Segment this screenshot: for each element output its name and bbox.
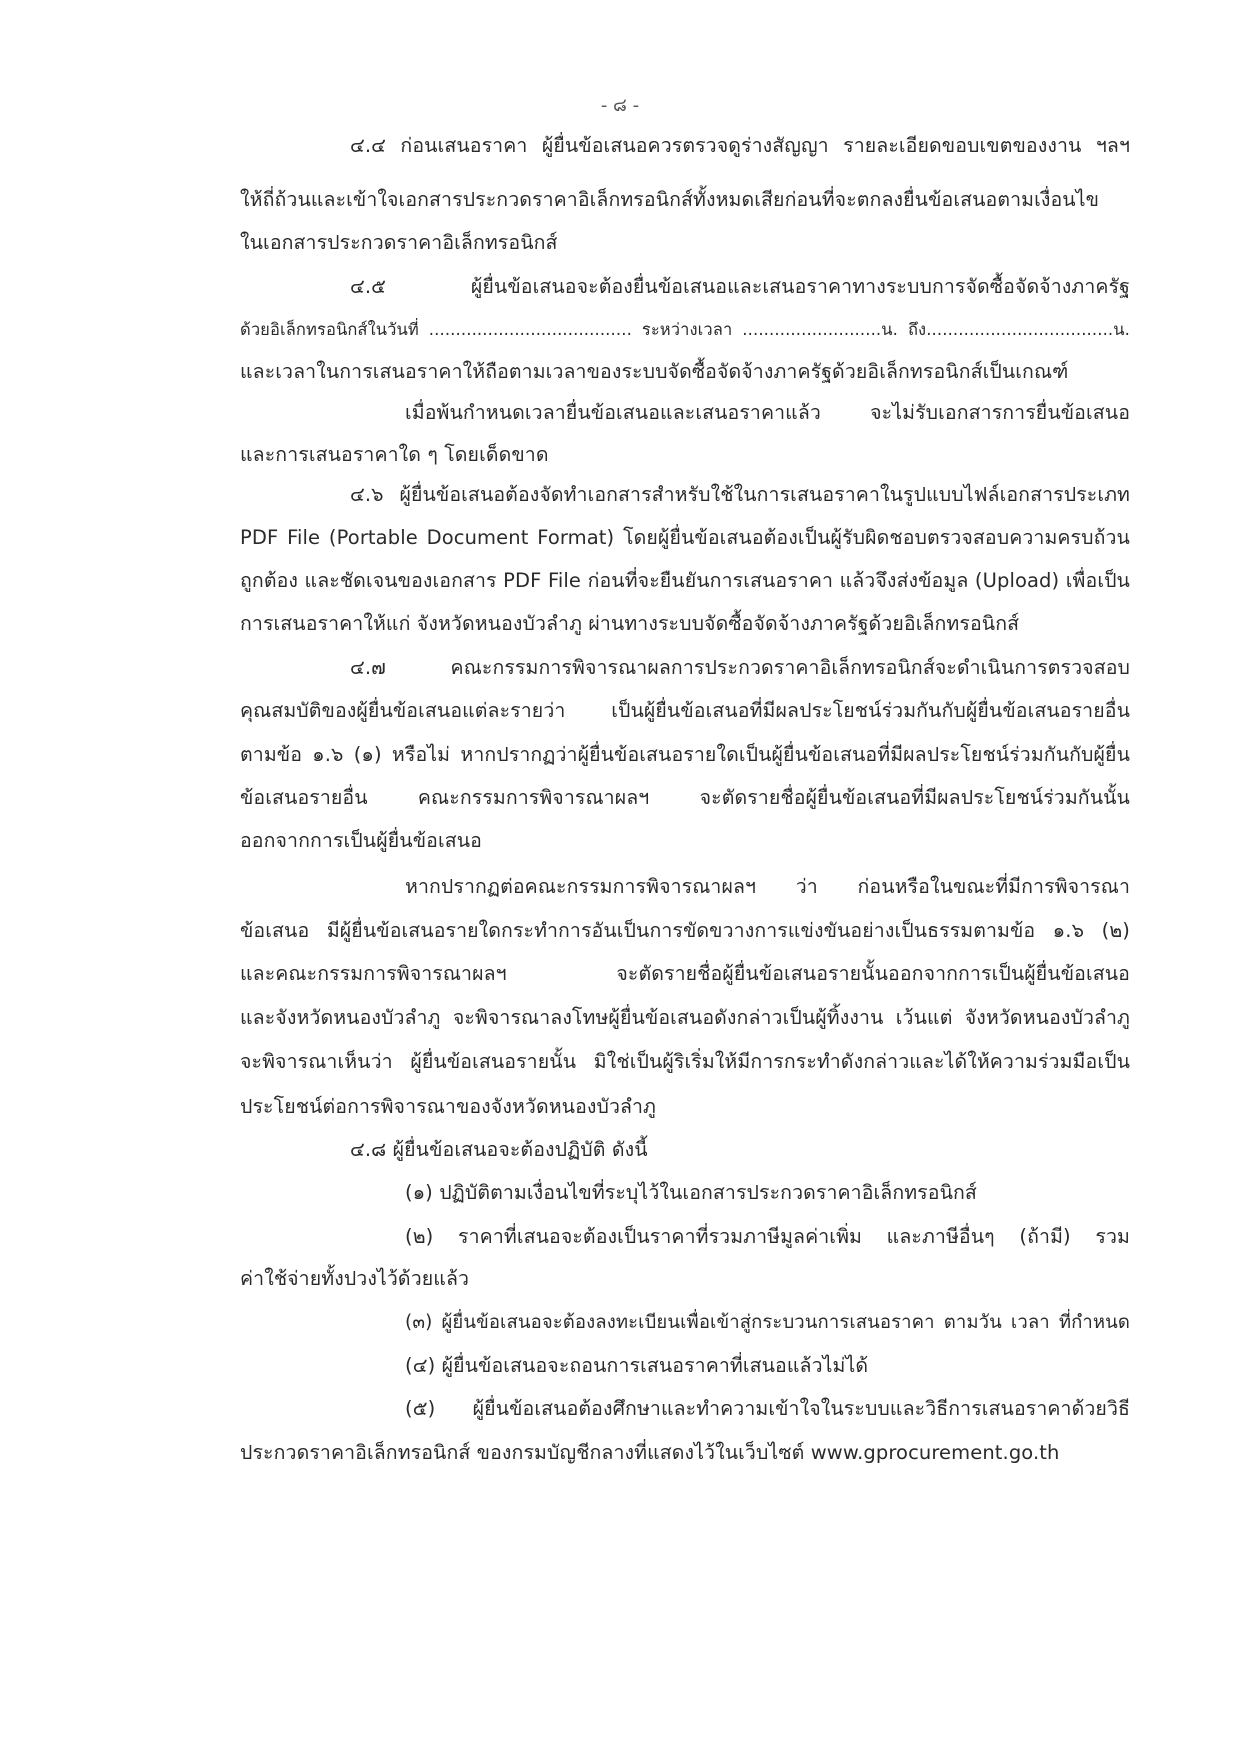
clause-4-6-line-1: ๔.๖ ผู้ยื่นข้อเสนอต้องจัดทำเอกสารสำหรับใช้ในการเสนอราคาในรูปแบบไฟล์เอกสารประเภท xyxy=(350,483,1130,506)
clause-4-6-line-2: PDF File (Portable Document Format) โดยผู้ยื่นข้อเสนอต้องเป็นผู้รับผิดชอบตรวจสอบความครบถ้วน xyxy=(240,526,1130,549)
page-number: - ๘ - xyxy=(600,95,640,116)
clause-4-5-date-line: ด้วยอิเล็กทรอนิกส์ในวันที่ ...................................... ระหว่างเวลา ..........................น. ถึง...................................น. xyxy=(240,320,1130,339)
para-line-6: ประโยชน์ต่อการพิจารณาของจังหวัดหนองบัวลำภู xyxy=(240,1095,657,1118)
clause-4-7-line-3: ตามข้อ ๑.๖ (๑) หรือไม่ หากปรากฏว่าผู้ยื่นข้อเสนอรายใดเป็นผู้ยื่นข้อเสนอที่มีผลประโยชน์ร่วมกันกับผู้ยื่น xyxy=(240,743,1130,766)
clause-4-8-item-2: (๒) ราคาที่เสนอจะต้องเป็นราคาที่รวมภาษีมูลค่าเพิ่ม และภาษีอื่นๆ (ถ้ามี) รวม xyxy=(405,1225,1130,1248)
clause-4-8-item-5: (๕) ผู้ยื่นข้อเสนอต้องศึกษาและทำความเข้าใจในระบบและวิธีการเสนอราคาด้วยวิธี xyxy=(405,1397,1130,1420)
para-line-5: จะพิจารณาเห็นว่า ผู้ยื่นข้อเสนอรายนั้น มิใช่เป็นผู้ริเริ่มให้มีการกระทำดังกล่าวและได้ให้ความร่วมมือเป็น xyxy=(240,1050,1130,1073)
clause-4-5-line-1: ๔.๕ ผู้ยื่นข้อเสนอจะต้องยื่นข้อเสนอและเสนอราคาทางระบบการจัดซื้อจัดจ้างภาครัฐ xyxy=(350,275,1130,298)
clause-4-7-line-1: ๔.๗ คณะกรรมการพิจารณาผลการประกวดราคาอิเล็กทรอนิกส์จะดำเนินการตรวจสอบ xyxy=(350,656,1130,679)
clause-4-8-item-5-cont: ประกวดราคาอิเล็กทรอนิกส์ ของกรมบัญชีกลางที่แสดงไว้ในเว็บไซต์ www.gprocurement.go.th xyxy=(240,1441,1060,1464)
para-line-4: และจังหวัดหนองบัวลำภู จะพิจารณาลงโทษผู้ยื่นข้อเสนอดังกล่าวเป็นผู้ทิ้งงาน เว้นแต่ จังหวัดหนองบัวลำภู xyxy=(240,1006,1130,1029)
clause-4-5-line-5: และการเสนอราคาใด ๆ โดยเด็ดขาด xyxy=(240,443,549,466)
clause-4-8-item-3: (๓) ผู้ยื่นข้อเสนอจะต้องลงทะเบียนเพื่อเข้าสู่กระบวนการเสนอราคา ตามวัน เวลา ที่กำหนด xyxy=(405,1312,1130,1333)
clause-4-6-line-4: การเสนอราคาให้แก่ จังหวัดหนองบัวลำภู ผ่านทางระบบจัดซื้อจัดจ้างภาครัฐด้วยอิเล็กทรอนิกส์ xyxy=(240,612,1020,635)
para-line-2: ข้อเสนอ มีผู้ยื่นข้อเสนอรายใดกระทำการอันเป็นการขัดขวางการแข่งขันอย่างเป็นธรรมตามข้อ ๑.๖ (๒) xyxy=(240,919,1130,942)
clause-4-7-line-5: ออกจากการเป็นผู้ยื่นข้อเสนอ xyxy=(240,829,482,852)
clause-4-4-line-3: ในเอกสารประกวดราคาอิเล็กทรอนิกส์ xyxy=(240,231,558,254)
para-line-1: หากปรากฏต่อคณะกรรมการพิจารณาผลฯ ว่า ก่อนหรือในขณะที่มีการพิจารณา xyxy=(405,875,1130,898)
clause-4-7-line-4: ข้อเสนอรายอื่น คณะกรรมการพิจารณาผลฯ จะตัดรายชื่อผู้ยื่นข้อเสนอที่มีผลประโยชน์ร่วมกันนั้น xyxy=(240,786,1130,809)
para-line-3: และคณะกรรมการพิจารณาผลฯ จะตัดรายชื่อผู้ยื่นข้อเสนอรายนั้นออกจากการเป็นผู้ยื่นข้อเสนอ xyxy=(240,962,1130,985)
clause-4-8-heading: ๔.๘ ผู้ยื่นข้อเสนอจะต้องปฏิบัติ ดังนี้ xyxy=(350,1138,648,1161)
clause-4-8-item-1: (๑) ปฏิบัติตามเงื่อนไขที่ระบุไว้ในเอกสารประกวดราคาอิเล็กทรอนิกส์ xyxy=(405,1181,977,1204)
clause-4-5-line-4: เมื่อพ้นกำหนดเวลายื่นข้อเสนอและเสนอราคาแล้ว จะไม่รับเอกสารการยื่นข้อเสนอ xyxy=(405,401,1130,424)
clause-4-5-line-3: และเวลาในการเสนอราคาให้ถือตามเวลาของระบบจัดซื้อจัดจ้างภาครัฐด้วยอิเล็กทรอนิกส์เป็นเกณฑ์ xyxy=(240,360,1069,383)
clause-4-7-line-2: คุณสมบัติของผู้ยื่นข้อเสนอแต่ละรายว่า เป็นผู้ยื่นข้อเสนอที่มีผลประโยชน์ร่วมกันกับผู้ยื่นข้อเสนอรายอื่น xyxy=(240,699,1130,722)
clause-4-4-line-2: ให้ถี่ถ้วนและเข้าใจเอกสารประกวดราคาอิเล็กทรอนิกส์ทั้งหมดเสียก่อนที่จะตกลงยื่นข้อเสนอตามเงื่อนไข xyxy=(240,188,1100,211)
clause-4-6-line-3: ถูกต้อง และชัดเจนของเอกสาร PDF File ก่อนที่จะยืนยันการเสนอราคา แล้วจึงส่งข้อมูล (Upload) เพื่อเป็น xyxy=(240,569,1130,592)
clause-4-8-item-4: (๔) ผู้ยื่นข้อเสนอจะถอนการเสนอราคาที่เสนอแล้วไม่ได้ xyxy=(405,1354,869,1377)
clause-4-8-item-2-cont: ค่าใช้จ่ายทั้งปวงไว้ด้วยแล้ว xyxy=(240,1267,470,1290)
clause-4-4-line-1: ๔.๔ ก่อนเสนอราคา ผู้ยื่นข้อเสนอควรตรวจดูร่างสัญญา รายละเอียดขอบเขตของงาน ฯลฯ xyxy=(350,134,1130,157)
